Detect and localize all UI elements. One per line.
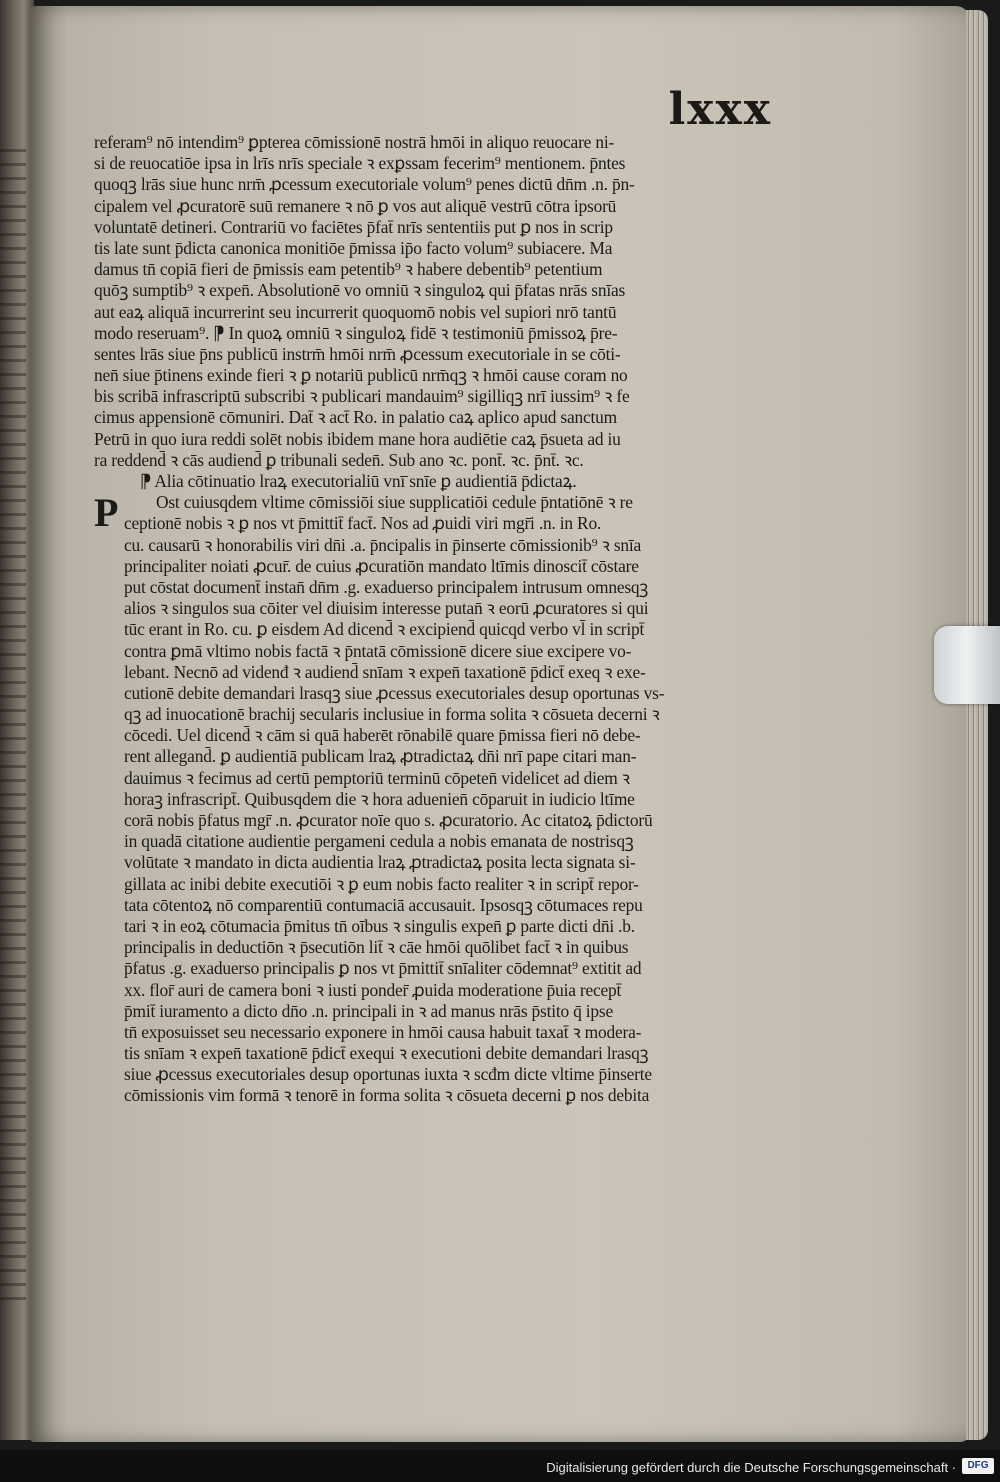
text-line: tari ꝛ in eoꝝ cōtumacia p̄mitus tn̄ oībus ꝛ singulis expen̄ ꝑ parte dicti dn̄i .b. bbox=[124, 915, 635, 936]
text-line: put cōstat document̄ instan̄ dn̄m .g. exaduerso principalem intrusum omnesqꝫ bbox=[124, 576, 649, 597]
text-line: ra reddend̄ ꝛ cās audiend̄ ꝑ tribunali seden̄. Sub ano ꝛc. pont̄. ꝛc. p̄nt̄. ꝛc. bbox=[94, 449, 584, 470]
first-line: Ost cuiusqdem vltime cōmissiōi siue supplicatiōi cedule p̄ntatiōnē ꝛ re bbox=[156, 492, 633, 513]
text-line: quoqꝫ lrās siue hunc nrm̄ ꝓcessum executoriale volum⁹ penes dictū dn̄m .n. p̄n- bbox=[94, 174, 635, 195]
text-line: aut eaꝝ aliquā incurrerint seu incurrerit quoquomō nobis vel supiori nrō tantū bbox=[94, 301, 617, 322]
text-line: cōmissionis vim formā ꝛ tenorē in forma solita ꝛ cōsueta decerni ꝑ nos debita bbox=[124, 1085, 650, 1106]
text-line: damus tn̄ copiā fieri de p̄missis eam petentib⁹ ꝛ habere debentib⁹ petentium bbox=[94, 259, 603, 280]
text-line: gillata ac inibi debite executiōi ꝛ ꝑ eum nobis facto realiter ꝛ in script̄ repor- bbox=[124, 873, 639, 894]
text-line: principalis in deductiōn ꝛ p̄secutiōn lit̄ ꝛ cāe hmōi quōlibet fact̄ ꝛ in quibus bbox=[124, 937, 629, 958]
text-line: p̄fatus .g. exaduerso principalis ꝑ nos vt p̄mittit̄ snīaliter cōdemnat⁹ extitit ad bbox=[124, 958, 642, 979]
text-line: bis scribā infrascriptū subscribi ꝛ publicari mandauim⁹ sigilliqꝫ nrī iussim⁹ ꝛ fe bbox=[94, 386, 630, 407]
text-line: lebant. Necnō ad videnđ ꝛ audiend̄ snīam ꝛ expen̄ taxationē p̄dict̄ exeq ꝛ exe- bbox=[124, 661, 646, 682]
text-line: xx. flor̄ auri de camera boni ꝛ iusti ponder̄ ꝓuida moderatione p̄uia recept̄ bbox=[124, 979, 622, 1000]
text-line: cipalem vel ꝓcuratorē suū remanere ꝛ nō ꝑ vos aut aliquē vestrū cōtra ipsorū bbox=[94, 195, 617, 216]
text-line: volūtate ꝛ mandato in dicta audientia lraꝝ ꝓtradictaꝝ posita lecta signata si- bbox=[124, 852, 636, 873]
text-line: tn̄ exposuisset seu necessario exponere in hmōi causa habuit taxat̄ ꝛ modera- bbox=[124, 1021, 642, 1042]
paragraph-two-body bbox=[94, 513, 740, 1106]
text-line: modo reseruam⁹. ⁋ In quoꝝ omniū ꝛ singuloꝝ fidē ꝛ testimoniū p̄missoꝝ p̄re- bbox=[94, 322, 618, 343]
paragraph-one bbox=[94, 132, 740, 471]
text-line: quōꝫ sumptib⁹ ꝛ expen̄. Absolutionē vo omniū ꝛ singuloꝝ qui p̄fatas nrās snīas bbox=[94, 280, 626, 301]
text-line: qꝫ ad inuocationē brachij secularis inclusiue in forma solita ꝛ cōsueta decerni ꝛ bbox=[124, 704, 660, 725]
text-line: corā nobis p̄fatus mgr̄ .n. ꝓcurator noīe quo s. ꝓcuratorio. Ac citatoꝝ p̄dictorū bbox=[124, 810, 653, 830]
text-line: tis snīam ꝛ expen̄ taxationē p̄dict̄ exequi ꝛ executioni debite demandari lrasqꝫ bbox=[124, 1043, 649, 1064]
text-block bbox=[94, 132, 740, 1107]
text-line: principaliter noiati ꝓcur̄. de cuius ꝓcuratiōn mandato ltīmis dinoscit̄ cōstare bbox=[124, 555, 639, 576]
text-line: in quadā citatione audientie pergameni cedula a nobis emanata de nostrisqꝫ bbox=[124, 831, 634, 852]
text-line: tūc erant in Ro. cu. ꝑ eisdem Ad dicend̄ ꝛ excipiend̄ quicqd verbo vl̄ in script̄ bbox=[124, 619, 645, 640]
drop-cap: P bbox=[94, 490, 119, 536]
text-line: siue ꝓcessus executoriales desup oportunas iuxta ꝛ scđm dicte vltime p̄inserte bbox=[124, 1064, 652, 1085]
text-line: nen̄ siue p̄tinens exinde fieri ꝛ ꝑ notariū publicū nrm̄qꝫ ꝛ hmōi cause coram no bbox=[94, 365, 628, 386]
text-line: horaꝫ infrascript̄. Quibusqdem die ꝛ hora aduenien̄ cōparuit in iudicio ltīme bbox=[124, 788, 635, 809]
text-line: voluntatē detineri. Contrariū vo faciētes p̄fat̄ nrīs sententiis put ꝑ nos in scrip bbox=[94, 216, 613, 237]
text-line: Petrū in quo iura reddi solēt nobis ibidem mane hora audiētie caꝝ p̄sueta ad iu bbox=[94, 428, 621, 449]
text-line: cu. causarū ꝛ honorabilis viri dn̄i .a. p̄ncipalis in p̄inserte cōmissionib⁹ ꝛ snīa bbox=[124, 534, 642, 555]
dfg-logo: DFG bbox=[962, 1458, 994, 1474]
folio-number: lxxx bbox=[668, 84, 772, 135]
page-clip bbox=[934, 626, 1000, 704]
text-line: p̄mit̄ iuramento a dicto dn̄o .n. principali in ꝛ ad manus nrās p̄stito q̄ ipse bbox=[124, 1000, 613, 1021]
text-line: tis late sunt p̄dicta canonica monitiōe p̄missa ip̄o facto volum⁹ subiacere. Ma bbox=[94, 237, 613, 258]
paragraph-two bbox=[94, 492, 740, 1106]
funding-credit: Digitalisierung gefördert durch die Deutsche Forschungsgemeinschaft · bbox=[546, 1460, 956, 1475]
footer-bar bbox=[0, 1450, 1000, 1482]
text-line: sentes lrās siue p̄ns publicū instrm̄ hmōi nrm̄ ꝓcessum executoriale in se cōti- bbox=[94, 343, 621, 364]
page-edges bbox=[966, 10, 988, 1440]
facing-page-text bbox=[0, 140, 26, 1300]
text-line: contra ꝑmā vltimo nobis factā ꝛ p̄ntatā cōmissionē dicere siue excipere vo- bbox=[124, 640, 632, 661]
text-line: cōcedi. Uel dicend̄ ꝛ cām si quā haberēt rōnabilē quare p̄missa fieri nō debe- bbox=[124, 725, 641, 746]
text-line: cimus appensionē cōmuniri. Dat̄ ꝛ act̄ Ro. in palatio caꝝ aplico apud sanctum bbox=[94, 407, 617, 428]
text-line: alios ꝛ singulos sua cōiter vel diuisim interesse putan̄ ꝛ eorū ꝓcuratores si qui bbox=[124, 598, 649, 619]
text-line: tata cōtentoꝝ nō comparentiū contumaciā accusauit. Ipsosqꝫ cōtumaces repu bbox=[124, 894, 643, 915]
text-line: rent allegand̄. ꝑ audientiā publicam lraꝝ ꝓtradictaꝝ dn̄i nrī pape citari man- bbox=[124, 746, 637, 767]
text-line: ceptionē nobis ꝛ ꝑ nos vt p̄mittit̄ fact̄. Nos ad ꝓuidi viri mgr̄i .n. in Ro. bbox=[124, 513, 602, 534]
text-line: dauimus ꝛ fecimus ad certū pemptoriū terminū cōpeten̄ videlicet ad diem ꝛ bbox=[124, 767, 630, 788]
rubric-line: ⁋ Alia cōtinuatio lraꝝ executorialiū vnī̄ snīe ꝑ audientiā p̄dictaꝝ. bbox=[140, 471, 577, 491]
text-line: cutionē debite demandari lrasqꝫ siue ꝓcessus executoriales desup oportunas vs- bbox=[124, 682, 665, 703]
text-line: si de reuocatiōe ipsa in lrīs nrīs speciale ꝛ exꝑssam fecerim⁹ mentionem. p̄ntes bbox=[94, 153, 626, 174]
text-line: referam⁹ nō intendim⁹ ꝑpterea cōmissionē nostrā hmōi in aliquo reuocare ni- bbox=[94, 132, 615, 152]
